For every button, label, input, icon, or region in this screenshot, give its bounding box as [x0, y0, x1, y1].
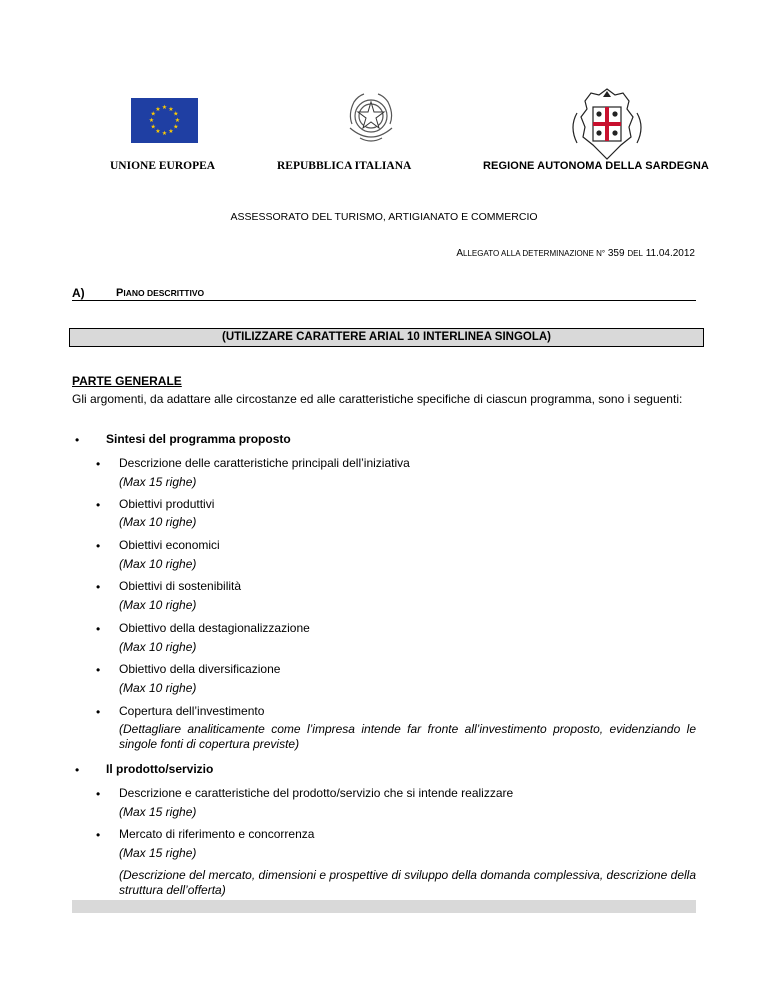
grey-band [72, 900, 696, 913]
section-letter: A) [72, 286, 85, 300]
section-title: PIANO DESCRITTIVO [116, 287, 205, 299]
list-item-note: (Max 15 righe) [119, 846, 197, 860]
list-item-note: (Dettagliare analiticamente come l’impresa intende far fronte all’investimento proposto, evidenziando le singole fonti di copertura previste) [119, 722, 696, 751]
bullet-icon: • [75, 763, 80, 777]
svg-text:★: ★ [161, 130, 168, 137]
formatting-notice: (UTILIZZARE CARATTERE ARIAL 10 INTERLINEA SINGOLA) [69, 328, 704, 347]
svg-text:★: ★ [173, 123, 179, 131]
list-item-note: (Max 10 righe) [119, 557, 197, 571]
list-item-obiettivi-sostenibilita: Obiettivi di sostenibilità [119, 579, 242, 593]
list-item-obiettivi-produttivi: Obiettivi produttivi [119, 497, 215, 511]
list-item-note-detail: (Descrizione del mercato, dimensioni e prospettive di sviluppo della domanda complessiva, descrizione della struttura dell’offerta) [119, 868, 696, 897]
svg-text:★: ★ [148, 117, 155, 124]
determination-number: 359 [607, 248, 625, 259]
svg-text:★: ★ [150, 123, 156, 131]
list-item-diversificazione: Obiettivo della diversificazione [119, 662, 281, 676]
svg-text:★: ★ [155, 128, 161, 136]
list-item-note: (Max 10 righe) [119, 598, 197, 612]
svg-text:★: ★ [150, 110, 156, 118]
svg-text:★: ★ [174, 117, 181, 124]
determination-date: 11.04.2012 [645, 248, 695, 259]
bullet-icon: • [96, 622, 101, 636]
italian-republic-caption: REPUBBLICA ITALIANA [277, 160, 412, 172]
list-item-descrizione: Descrizione delle caratteristiche principali dell’iniziativa [119, 456, 410, 470]
svg-text:★: ★ [168, 128, 174, 136]
list-item-note: (Max 15 righe) [119, 475, 197, 489]
assessorato-title: ASSESSORATO DEL TURISMO, ARTIGIANATO E COMMERCIO [230, 211, 538, 223]
allegato-del: DEL [627, 249, 643, 258]
section-rule [72, 300, 696, 301]
intro-paragraph: Gli argomenti, da adattare alle circostanze ed alle caratteristiche specifiche di ciascun programma, sono i seguenti: [72, 392, 683, 406]
list-item-copertura: Copertura dell’investimento [119, 704, 265, 718]
section-heading [72, 286, 205, 300]
bullet-icon: • [96, 457, 101, 471]
list-item-note: (Max 10 righe) [119, 681, 197, 695]
list-item-mercato: Mercato di riferimento e concorrenza [119, 827, 315, 841]
group-title-prodotto: Il prodotto/servizio [106, 762, 214, 776]
eu-flag-logo [131, 98, 198, 143]
sardinia-coat-of-arms-logo [563, 83, 651, 163]
bullet-icon: • [96, 539, 101, 553]
list-item-note: (Max 15 righe) [119, 805, 197, 819]
group-title-sintesi: Sintesi del programma proposto [106, 432, 291, 446]
svg-text:★: ★ [168, 105, 174, 113]
list-item-note: (Max 10 righe) [119, 640, 197, 654]
bullet-icon: • [96, 828, 101, 842]
bullet-icon: • [96, 663, 101, 677]
allegato-reference [456, 248, 695, 259]
italian-republic-emblem-logo [342, 88, 400, 150]
svg-text:★: ★ [173, 110, 179, 118]
list-item-note: (Max 10 righe) [119, 515, 197, 529]
bullet-icon: • [96, 580, 101, 594]
list-item-obiettivi-economici: Obiettivi economici [119, 538, 220, 552]
list-item-destagionalizzazione: Obiettivo della destagionalizzazione [119, 621, 310, 635]
eu-caption: UNIONE EUROPEA [110, 160, 216, 172]
sardinia-region-caption: REGIONE AUTONOMA DELLA SARDEGNA [483, 160, 709, 172]
bullet-icon: • [96, 498, 101, 512]
allegato-initial: A [456, 248, 464, 259]
svg-text:★: ★ [155, 105, 161, 113]
allegato-prefix: LLEGATO ALLA DETERMINAZIONE N° [463, 249, 606, 258]
list-item-descrizione-prodotto: Descrizione e caratteristiche del prodotto/servizio che si intende realizzare [119, 786, 514, 800]
bullet-icon: • [96, 705, 101, 719]
bullet-icon: • [96, 787, 101, 801]
bullet-icon: • [75, 433, 80, 447]
parte-generale-heading: PARTE GENERALE [72, 374, 182, 388]
svg-text:★: ★ [161, 104, 168, 111]
